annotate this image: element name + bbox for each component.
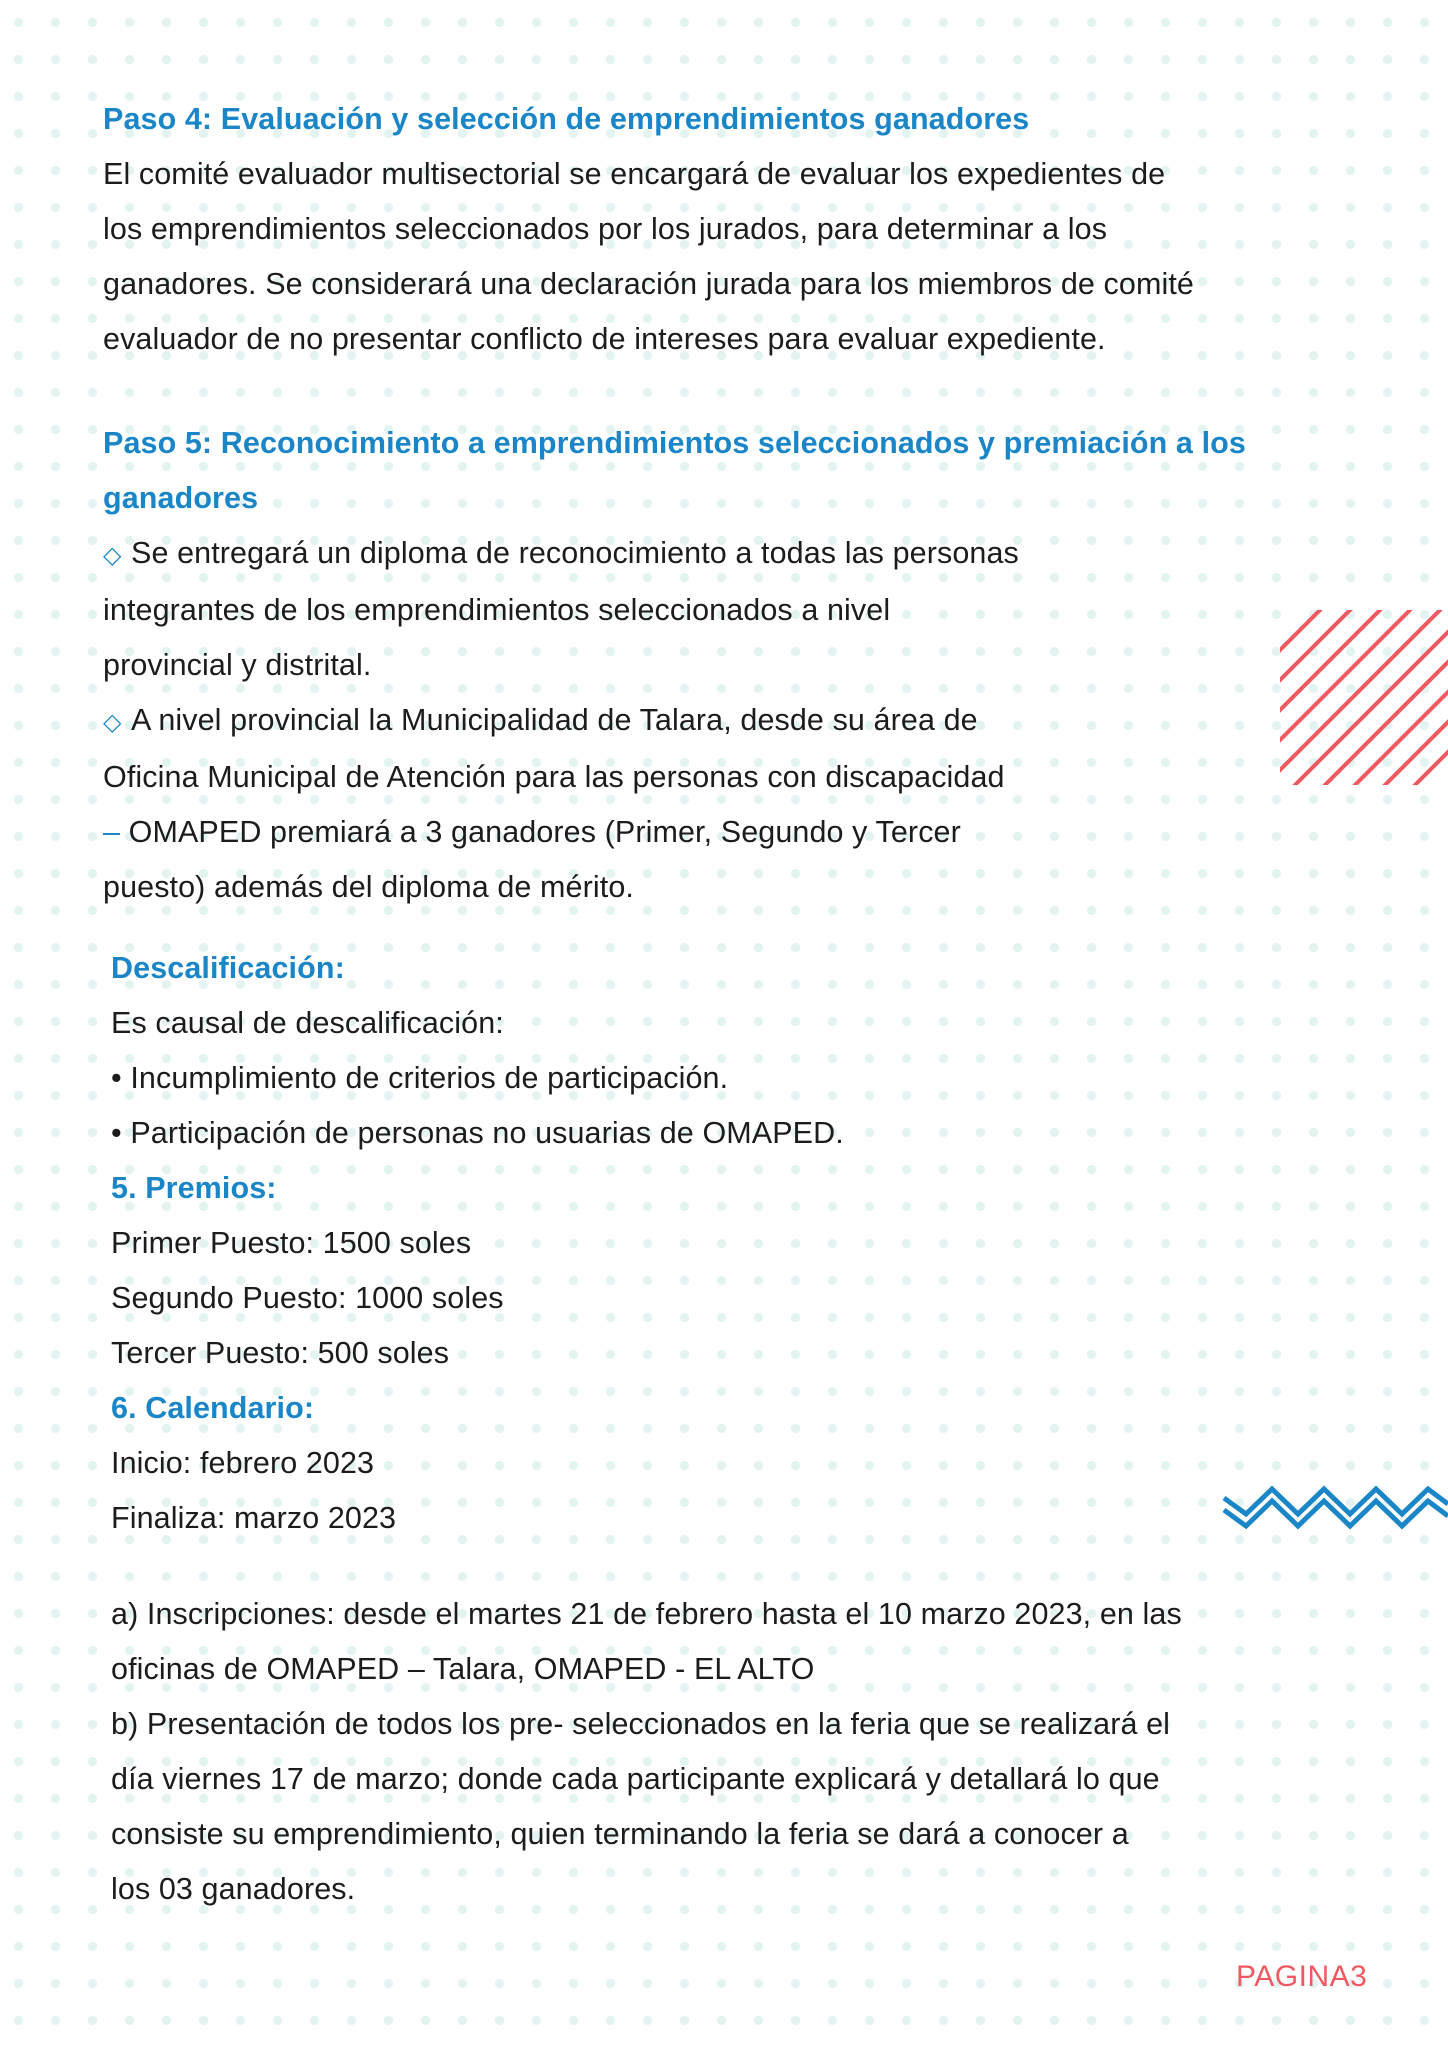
paso5-item1-text: Se entregará un diploma de reconocimiento a todas las personas — [131, 536, 1019, 570]
descalificacion-item: • Incumplimiento de criterios de participación. — [111, 1061, 729, 1095]
calendario-details — [111, 1587, 1401, 1917]
rules-section — [111, 941, 1401, 1546]
paso5-item2-line: puesto) además del diploma de mérito. — [103, 870, 634, 904]
paso4-line: los emprendimientos seleccionados por los jurados, para determinar a los — [103, 212, 1108, 246]
paso5-item2-text: A nivel provincial la Municipalidad de Talara, desde su área de — [131, 703, 978, 737]
paso5-item1-line: integrantes de los emprendimientos seleccionados a nivel — [103, 593, 891, 627]
premios-heading: 5. Premios: — [111, 1171, 277, 1205]
dash-bullet: – — [103, 815, 121, 849]
paso5-item1-line — [103, 526, 1393, 583]
diagonal-stripes-decoration — [1280, 610, 1448, 785]
paso4-line: El comité evaluador multisectorial se encargará de evaluar los expedientes de — [103, 157, 1166, 191]
calendario-inicio: Inicio: febrero 2023 — [111, 1446, 375, 1480]
paso5-heading: Paso 5: Reconocimiento a emprendimientos seleccionados y premiación a los — [103, 426, 1246, 460]
descalificacion-heading: Descalificación: — [111, 951, 345, 985]
paso4-line: ganadores. Se considerará una declaración jurada para los miembros de comité — [103, 267, 1194, 301]
calendario-detail-line: los 03 ganadores. — [111, 1872, 356, 1906]
premio-item: Primer Puesto: 1500 soles — [111, 1226, 472, 1260]
diamond-bullet-icon: ◇ — [103, 709, 122, 736]
diamond-bullet-icon: ◇ — [103, 542, 122, 569]
descalificacion-intro: Es causal de descalificación: — [111, 1006, 504, 1040]
premio-item: Segundo Puesto: 1000 soles — [111, 1281, 504, 1315]
stripe-lines — [1280, 610, 1448, 785]
paso4-line: evaluador de no presentar conflicto de intereses para evaluar expediente. — [103, 322, 1106, 356]
paso5-heading-cont: ganadores — [103, 481, 259, 515]
calendario-finaliza: Finaliza: marzo 2023 — [111, 1501, 397, 1535]
calendario-detail-line: consiste su emprendimiento, quien terminando la feria se dará a conocer a — [111, 1817, 1129, 1851]
calendario-detail-line: día viernes 17 de marzo; donde cada participante explicará y detallará lo que — [111, 1762, 1160, 1796]
zigzag-decoration — [1222, 1484, 1448, 1534]
calendario-heading: 6. Calendario: — [111, 1391, 315, 1425]
premio-item: Tercer Puesto: 500 soles — [111, 1336, 450, 1370]
paso5-item2-text: OMAPED premiará a 3 ganadores (Primer, Segundo y Tercer — [128, 815, 961, 849]
calendario-detail-line: oficinas de OMAPED – Talara, OMAPED - EL ALTO — [111, 1652, 815, 1686]
paso4-section — [103, 92, 1393, 367]
paso5-section — [103, 416, 1393, 915]
calendario-detail-line: b) Presentación de todos los pre- seleccionados en la feria que se realizará el — [111, 1707, 1171, 1741]
paso5-item2-line — [103, 805, 1393, 860]
descalificacion-item: • Participación de personas no usuarias de OMAPED. — [111, 1116, 844, 1150]
paso4-heading: Paso 4: Evaluación y selección de emprendimientos ganadores — [103, 102, 1030, 136]
page-number: PAGINA3 — [1236, 1960, 1368, 1993]
calendario-detail-line: a) Inscripciones: desde el martes 21 de febrero hasta el 10 marzo 2023, en las — [111, 1597, 1182, 1631]
paso5-item2-line — [103, 693, 1393, 750]
paso5-item1-line: provincial y distrital. — [103, 648, 372, 682]
paso5-item2-line: Oficina Municipal de Atención para las personas con discapacidad — [103, 760, 1005, 794]
